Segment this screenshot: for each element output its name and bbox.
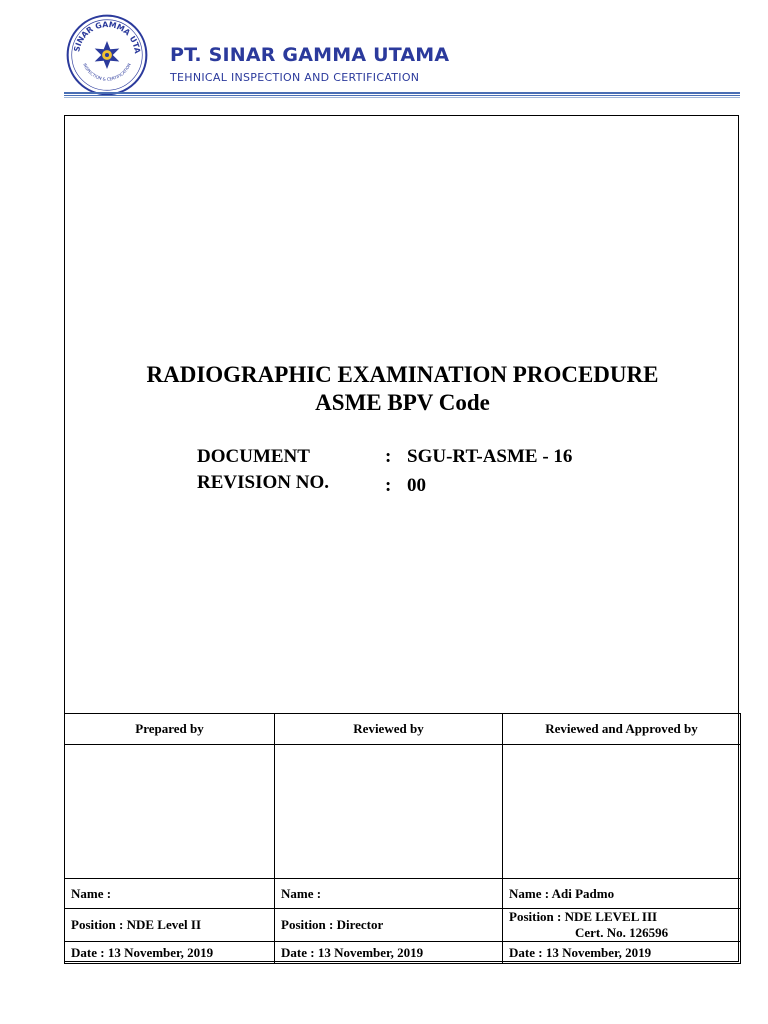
- company-logo-icon: [66, 14, 148, 96]
- reviewed-by-header: Reviewed by: [275, 714, 503, 745]
- document-subtitle: ASME BPV Code: [315, 390, 490, 415]
- revision-separator: :: [385, 475, 392, 496]
- approved-position-cell: [503, 909, 741, 942]
- date-row: [65, 942, 741, 964]
- document-label: DOCUMENT: [197, 446, 310, 467]
- signature-table: [64, 713, 741, 964]
- header-divider: [64, 95, 740, 96]
- prepared-position: Position : NDE Level II: [65, 909, 275, 942]
- revision-number: 00: [407, 475, 426, 496]
- reviewed-date: Date : 13 November, 2019: [275, 942, 503, 964]
- page-header: [0, 0, 768, 100]
- header-divider: [64, 97, 740, 98]
- revision-label: REVISION NO.: [197, 472, 329, 493]
- name-row: [65, 879, 741, 909]
- prepared-name: Name :: [65, 879, 275, 909]
- prepared-by-header: Prepared by: [65, 714, 275, 745]
- prepared-date: Date : 13 November, 2019: [65, 942, 275, 964]
- approved-name: Name : Adi Padmo: [503, 879, 741, 909]
- approved-position: Position : NDE LEVEL III: [509, 909, 658, 924]
- document-title: RADIOGRAPHIC EXAMINATION PROCEDURE: [146, 362, 659, 387]
- logo-text-bottom: INSPECTION & CERTIFICATION: [82, 62, 132, 82]
- approved-by-header: Reviewed and Approved by: [503, 714, 741, 745]
- reviewed-name: Name :: [275, 879, 503, 909]
- company-tagline: TEHNICAL INSPECTION AND CERTIFICATION: [170, 71, 420, 84]
- approved-signature-area: [503, 745, 741, 879]
- logo-text-top: SINAR GAMMA UTA: [72, 20, 142, 55]
- position-row: [65, 909, 741, 942]
- reviewed-signature-area: [275, 745, 503, 879]
- approved-date: Date : 13 November, 2019: [503, 942, 741, 964]
- approved-cert-number: Cert. No. 126596: [575, 925, 669, 940]
- header-divider: [64, 92, 740, 94]
- document-separator: :: [385, 446, 392, 467]
- signature-space-row: [65, 745, 741, 879]
- document-number: SGU-RT-ASME - 16: [407, 446, 573, 467]
- cover-frame: [64, 115, 739, 962]
- reviewed-position: Position : Director: [275, 909, 503, 942]
- company-name: PT. SINAR GAMMA UTAMA: [170, 44, 450, 66]
- prepared-signature-area: [65, 745, 275, 879]
- signature-header-row: [65, 714, 741, 745]
